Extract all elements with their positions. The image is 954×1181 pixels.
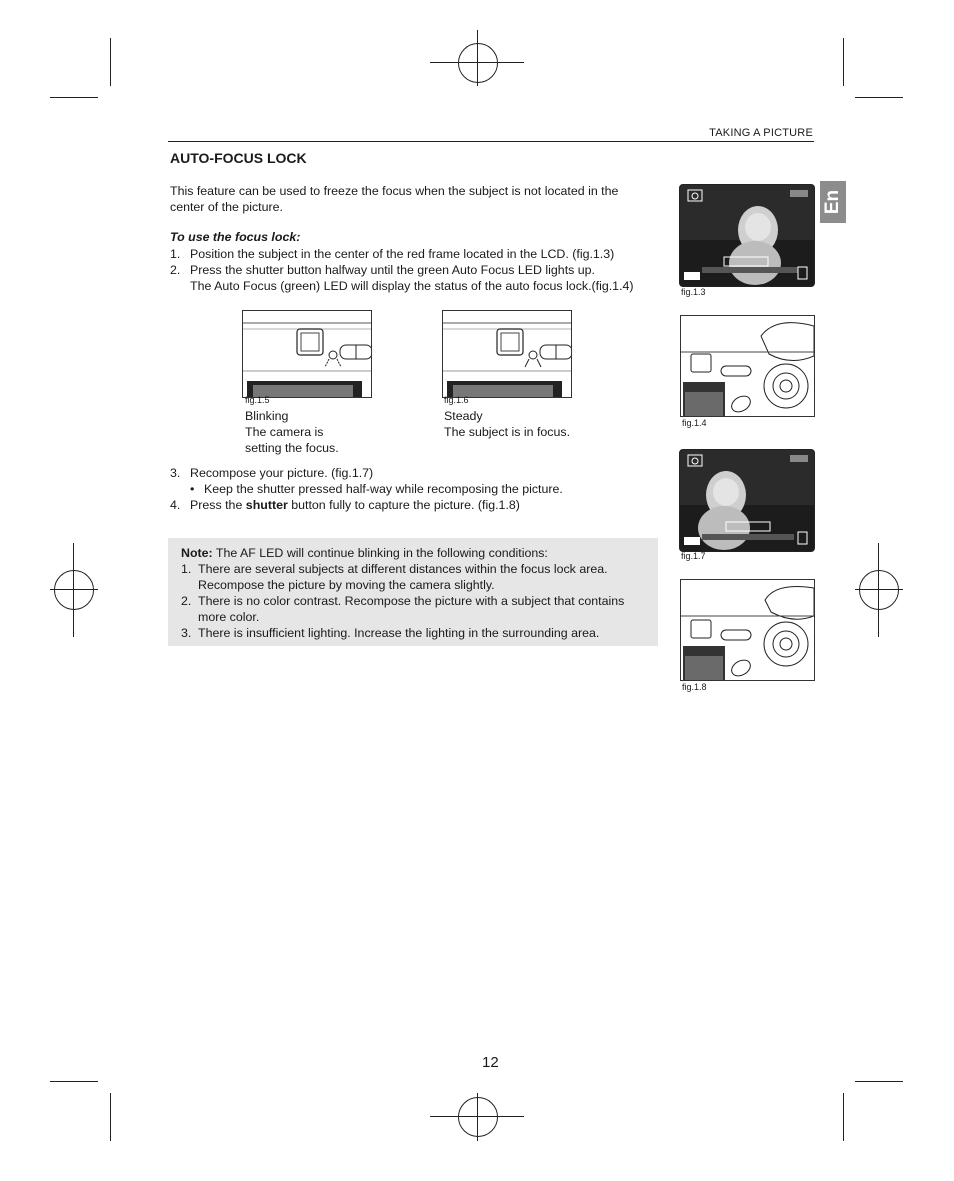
note-intro: Note: The AF LED will continue blinking in the following conditions: bbox=[181, 546, 548, 560]
procedure-heading: To use the focus lock: bbox=[170, 230, 301, 244]
crop-mark bbox=[50, 1081, 98, 1082]
led-state-label: Steady bbox=[444, 409, 483, 423]
section-title: AUTO-FOCUS LOCK bbox=[170, 150, 307, 166]
header-rule bbox=[168, 141, 814, 142]
led-figure-blinking bbox=[242, 310, 372, 398]
lcd-preview-image bbox=[679, 184, 815, 287]
led-state-description: The subject is in focus. bbox=[444, 425, 571, 439]
steps-list bbox=[170, 465, 650, 513]
figure-caption: fig.1.6 bbox=[444, 395, 469, 405]
crop-mark bbox=[110, 38, 111, 86]
bullet-item: • Keep the shutter pressed half-way while recomposing the picture. bbox=[190, 481, 650, 497]
figure-caption: fig.1.7 bbox=[681, 551, 706, 561]
crop-mark bbox=[855, 1081, 903, 1082]
note-item: 2. There is no color contrast. Recompose the picture with a subject that contains more color. bbox=[181, 594, 625, 624]
figure-caption: fig.1.4 bbox=[682, 418, 707, 428]
crop-mark bbox=[843, 38, 844, 86]
note-box bbox=[168, 538, 658, 646]
step-item: 2. Press the shutter button halfway until the green Auto Focus LED lights up. The Auto Focus (green) LED will display the status of the auto focus lock.(fig.1.4) bbox=[170, 263, 634, 293]
section-header: TAKING A PICTURE bbox=[709, 127, 813, 139]
note-list bbox=[181, 561, 651, 641]
crop-mark bbox=[855, 97, 903, 98]
crop-mark bbox=[843, 1093, 844, 1141]
intro-paragraph: This feature can be used to freeze the focus when the subject is not located in the center of the picture. bbox=[170, 184, 619, 214]
figure-caption: fig.1.8 bbox=[682, 682, 707, 692]
step-item: 1. Position the subject in the center of the red frame located in the LCD. (fig.1.3) bbox=[170, 247, 615, 261]
steps-list bbox=[170, 246, 670, 294]
crop-mark bbox=[110, 1093, 111, 1141]
camera-full-press-figure bbox=[680, 579, 815, 681]
led-state-description: The camera is setting the focus. bbox=[245, 425, 339, 455]
page-number: 12 bbox=[482, 1054, 499, 1071]
figure-caption: fig.1.3 bbox=[681, 287, 706, 297]
crop-mark bbox=[50, 97, 98, 98]
led-state-label: Blinking bbox=[245, 409, 289, 423]
camera-half-press-figure bbox=[680, 315, 815, 417]
led-figure-steady bbox=[442, 310, 572, 398]
note-item: 3. There is insufficient lighting. Increase the lighting in the surrounding area. bbox=[181, 626, 600, 640]
camera-top-illustration bbox=[443, 311, 571, 397]
lcd-recompose-image bbox=[679, 449, 815, 552]
step-item: 4. Press the shutter button fully to capture the picture. (fig.1.8) bbox=[170, 498, 520, 512]
note-item: 1. There are several subjects at different distances within the focus lock area. Recompose the picture by moving the camera slightly. bbox=[181, 562, 608, 592]
step-item: 3. Recompose your picture. (fig.1.7) • Keep the shutter pressed half-way while recomposing the picture. bbox=[170, 465, 650, 497]
figure-caption: fig.1.5 bbox=[245, 395, 270, 405]
camera-top-illustration bbox=[243, 311, 371, 397]
language-tab: En bbox=[820, 181, 846, 223]
